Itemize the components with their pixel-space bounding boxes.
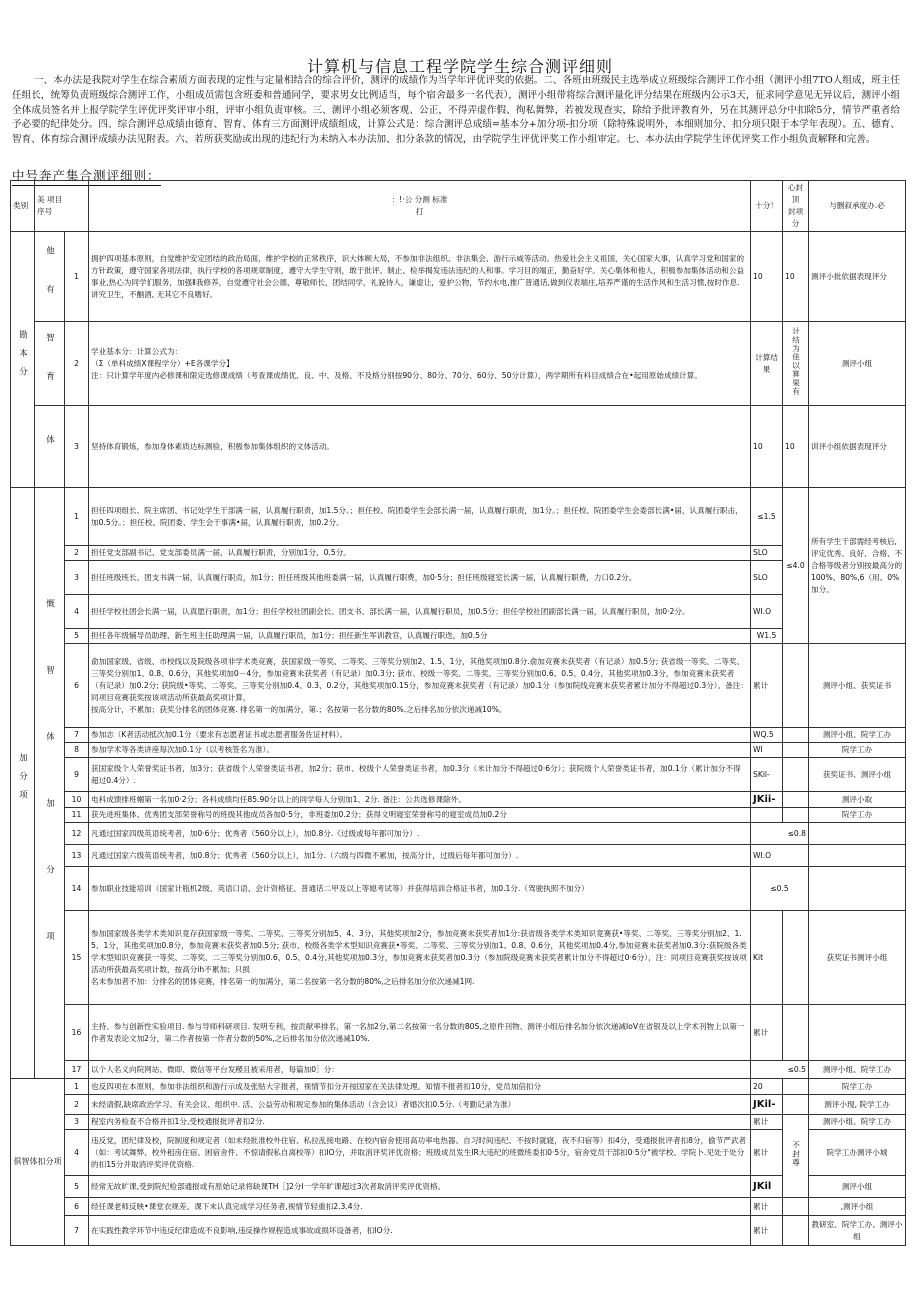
- table-row: [11, 644, 906, 728]
- table-row: [11, 845, 906, 867]
- section-minus: 俱智体扣分项: [11, 1079, 65, 1246]
- row-cap: [783, 728, 809, 743]
- row-seq: 4: [65, 1130, 89, 1176]
- row-standard: 参加职业技能培训（国家计瓶机2级、英语口语、会计资格征、普通话二甲及以上等媳考试等）并获得培训合格证书者，加0.1分.（驾驶执照不加分）: [89, 867, 751, 911]
- table-row: [11, 546, 906, 561]
- table-row: [11, 758, 906, 792]
- row-cap: [783, 792, 809, 808]
- row-standard: 获先进班集体、优秀团支部荣誉称号的班级其他成员各加0·5分，非班委加0.2分；获得文明寝室荣誉称号的寝室成员加0.2分: [89, 808, 751, 823]
- row-score: JKii-: [751, 792, 783, 808]
- header-item: 美 项目 序号: [35, 181, 89, 232]
- row-score: 累计: [751, 1198, 783, 1216]
- row-score: 计算结果: [751, 322, 783, 406]
- row-score: SKil-: [751, 758, 783, 792]
- row-standard: 以个人名义向院网站、微即、微信等平台发稷且被采用者，每篇加0］分：: [89, 1061, 751, 1079]
- minus-cap: 不封尊: [783, 1115, 809, 1198]
- header-standard: ：!·公 分测 标准 打: [89, 181, 751, 232]
- table-header-row: [11, 181, 906, 232]
- row-responsible: 测评小组、获奖证书: [809, 644, 906, 728]
- header-seq: 序号: [37, 207, 53, 216]
- row-seq: 6: [65, 644, 89, 728]
- row-seq: 3: [65, 561, 89, 595]
- table-row: [11, 1061, 906, 1079]
- row-score: Kit: [751, 911, 783, 1005]
- row-cap: [783, 758, 809, 792]
- header-responsible: 与删叙承度办.必: [809, 181, 906, 232]
- row-seq: 1: [65, 1079, 89, 1095]
- row-score: JKil-: [751, 1095, 783, 1115]
- table-row: [11, 561, 906, 595]
- row-standard: 主持、参与创新性实验项目. 参与导师科研项目. 发明专利，按贡献率排名，第一名加2分,第二名按第一名分数的80S,之原件刊物、测评小组后排名加分依次递减IoV在省银及以上学术刊物上以第一作者发表论文加2分，第二作者按第一作者分数的50%,之后排名加分依次递减10%.: [89, 1005, 751, 1061]
- row-seq: 14: [65, 867, 89, 911]
- row-standard: 担任各年级辅导员助理、新生班主任助理满一届，认真履行职员，加1分；担任新生军训教官，认真履行职迭，加0.5分: [89, 629, 751, 644]
- page-title: 计算机与信息工程学院学生综合测评细则: [306, 57, 613, 76]
- row-score: WI: [751, 743, 783, 758]
- header-score: 十分！: [751, 181, 783, 232]
- row-score: 累计: [751, 1216, 783, 1246]
- table-row: [11, 1095, 906, 1115]
- evaluation-table: [10, 180, 906, 1246]
- plus-responsible: 所有学生干部需经考核后,评定优秀、良好、合格、不合格等级者分别按最高分的100%、80%,6（用、0%加分。: [809, 488, 906, 644]
- section-basic: 勘本分: [11, 232, 35, 488]
- row-standard: 学业基本分：计算公式为： （Σ（单科成绩X课程学分）+E各课学分】 注：只计算学年度内必修课和限定选修课成绩（考查课成绩优、良、中、及格、不及格分别按90分、80分、70分、60分、50分计算），两学期所有科目成绩合在•起用原始成绩计算。: [89, 322, 751, 406]
- row-cap: 10: [783, 232, 809, 322]
- row-seq: 6: [65, 1198, 89, 1216]
- row-standard: 在实践性教学环节中违反纪律造成不良影响,违反操作规程造成事故或损坏设备者，扣IO分.: [89, 1216, 751, 1246]
- row-score: 10: [751, 232, 783, 322]
- row-standard: 凡通过国家四级英语统考者，加0·6分；优秀者（560分以上），加0.8分.《过级或每年都可加分）.: [89, 823, 751, 845]
- row-seq: 16: [65, 1005, 89, 1061]
- row-responsible: 测评小组、院学工办: [809, 1115, 906, 1130]
- section-subheading: 中号奔产集合测评细则：: [12, 166, 161, 186]
- item-moral: 他 有: [35, 232, 65, 322]
- row-responsible: 测评小组、院学工办: [809, 1061, 906, 1079]
- table-row: [11, 867, 906, 911]
- row-cap: [783, 1005, 809, 1061]
- row-responsible: 测评小组: [809, 322, 906, 406]
- row-responsible: 院学工办: [809, 743, 906, 758]
- row-cap: [783, 1198, 809, 1216]
- table-row: [11, 1115, 906, 1130]
- row-standard: 获国家级个人荣誉奖证书者，加3分；获省级个人荣誉类证书者，加2分；获市、校级个人荣誉类证书者，加0.3分（米计加分不得超过0·6分）；获院级个人荣誉类证书者，加0.1分（累计加分不得超过0.4分）.: [89, 758, 751, 792]
- table-row: [11, 406, 906, 488]
- row-seq: 5: [65, 1176, 89, 1198]
- table-row: [11, 1216, 906, 1246]
- row-seq: 3: [65, 1115, 89, 1130]
- row-standard: 担任学校社团会长满一届，认真愿行职责，加1分；担任学校社团副会长、团支书、部长满一届，认真履行职员，加0.5分；担任学校社团副部长满一届，认真履行职员，加0·2分。: [89, 595, 751, 629]
- row-responsible: 教研室、院学工办、测评小组: [809, 1216, 906, 1246]
- row-score: 20: [751, 1079, 783, 1095]
- row-standard: 电科成馈排班帼第一名加0·2分；各科成绩均任85.90分以上的同学每人分别加1、2分. 备注：公共选修课除外。: [89, 792, 751, 808]
- row-cap: [783, 808, 809, 823]
- row-score: ≤0.5: [751, 867, 809, 911]
- intro-paragraph: 一、本办法是我院对学生在综合素质方面表现的定性与定量相结合的综合评价，测评的成绩作为当学年评优评奖的依据。二、各班由班级民主选举成立班级综合测评工作小组（测评小组7TO人组成，班主任任组长，统筹负责班级综合测评工作，小组成员需包含班委和普通同学，要求男女比例适当，每个宿舍最多一名代表），测评小组带将综合测评量化评分结果在班级内公示3天，征求同学意见无异议后，测评小组全体成员签名并上报学院学生评优评奖评审小组，评审小组负责审核。三、测评小组必须客观、公正，不得弄虚作假、徇私舞弊，若被发现查实，除给予批评教育外，另在其测评总分中扣除5分，情节严重者给予必要的纪律处分。四、综合测评总成绩由德育、智育、体育三方面测评成绩组成，计算公式是：综合测评总成绩=基本分+加分项-扣分项（除特殊说明外，本细则加分、扣分项只限于本学年表现）。五、德育、智育、体育综合测评成绩办法见附表。六、若所获奖励或出现的违纪行为未纳入本办法加、扣分条款的情况，由学院学生评优评奖工作小组审定。七、本办法由学院学生评优评奖工作小组负责解释和完善。: [12, 75, 900, 146]
- row-score: ≤1.5: [751, 488, 783, 546]
- row-score: WI.O: [751, 845, 809, 867]
- table-row: [11, 595, 906, 629]
- row-responsible: 获奖证书、测评小组: [809, 758, 906, 792]
- table-row: [11, 322, 906, 406]
- row-seq: 13: [65, 845, 89, 867]
- row-cap: [783, 743, 809, 758]
- plus-cap: ≤4.0: [783, 488, 809, 644]
- row-cap: [783, 1079, 809, 1095]
- row-standard: 拥护四项基本原则，自觉维护安定团结的政治局面，维护学校的正常秩序，识大体顾大局，不参加非法组织、非法集会、游行示威等活动。热爱社会主义祖国，关心国家大事，认真学习党和国家的方针政策，遵守国家各项法律，执行学校的各项规章制度，遵守大学生守则，敢于批评、制止、检举揭发违法违纪的人和事。学习目的端正，勤奋好学。关心集体和他人，积极参加集体活动和公益事业,热心为同学们服务，加强Ⅱ我修养，自觉遵守社会公德，尊敬师长，团结同学，礼貌待人，谦虚让，爱护公物，节约水电,推广普通话,做到仪表端庄,培养严谨的生活作风和生活习惯,按时作息. 讲究卫生，不酗酒, 无其它不良嗜好。: [89, 232, 751, 322]
- row-responsible: 院学工办测评小城: [809, 1130, 906, 1176]
- table-row: [11, 1198, 906, 1216]
- row-responsible: 测评小批依据表现评分: [809, 232, 906, 322]
- row-seq: 17: [65, 1061, 89, 1079]
- header-standard2: 标准: [432, 195, 448, 204]
- row-seq: 11: [65, 808, 89, 823]
- row-responsible: 院学工办: [809, 1079, 906, 1095]
- row-standard: 担任党支部副书记、党支部委员满一届，认真履行职责，分别加1分、0.5分。: [89, 546, 751, 561]
- row-score: 10: [751, 406, 783, 488]
- row-score: WI.O: [751, 595, 783, 629]
- row-standard: 违反党，团纪律及校，院制度和规定者（如未羟批准校外住宿、私拉乱接电路、在校内宿舍使用高功率电热器、自习时间违纪、不按时就寝，夜不归宿等）扣4分，受通报批评者扣8分，偷节严武者（如：考试舞弊、校外租房住宿、困宿舍件、不惊请假私自离校等）扣IO分，并取消评奖评优资格；班级成员发生IR大违纪的班微班委扣0·5分，宿舍党员干部扣0·5分"被学校、学院卜.见处于处分的扣15分并取消评奖评优资格.: [89, 1130, 751, 1176]
- row-cap: [783, 1095, 809, 1115]
- row-seq: 3: [65, 406, 89, 488]
- section-plus-column: 慨 智 体 加 分 项: [35, 488, 65, 1079]
- row-standard: 参加国家级各类学术类知识竟存获国家级一等奖、二等奖、三等奖分别加5、4、3分，其他奖项加2分，参加竞赛未获奖者加1分:获省级各类学术类知识竟赛获•等奖、二等奖、三等奖分别加2、1.5、1分，其他奖项加0.8分，参加竞赛未获奖者加0.5分; 获市、校级各类学术型知识竞赛获•等奖、二等奖、三等奖分别加1、0.8、0.6分，其他奖项加0.4分,参加竞赛未获奖者加0.3分:获院级各类学术型知识竞赛获一等奖、二等奖、二三等奖分别加0.6、0.5、0.4分,其他奖项加0.3分，参加竞赛未获奖者加0.3分（参加院级竞赛未获奖者累计加分不得超过0·6分），注：同项目竞赛获奖按该项活动所获最高奖项计数，按高分ih不累加；只损 名未参加者不加：分排名的团体竞赛，排名第一的加满分，第二名按第一名分数的80%,之后排名加分依次递减1网.: [89, 911, 751, 1005]
- row-responsible: 测评小取: [809, 792, 906, 808]
- row-score: 累计: [751, 1130, 783, 1176]
- section-plus: 加分项: [11, 488, 35, 1079]
- row-standard: 凡通过国家六级英语统考者，加0.8分；优秀者（560分以上），加1分.（六级与四微不累加，按高分计，过级后每年都可加分）.: [89, 845, 751, 867]
- row-standard: 参加学术等各类讲座每次加0.1分（以考核签名为准）。: [89, 743, 751, 758]
- row-responsible: [809, 845, 906, 867]
- row-score: WQ.5: [751, 728, 783, 743]
- row-standard: 未经请假,缺席政治学习、有关会议、组织中. 活、公益劳动和规定参加的集体活动（含会议）者婚次扣0.5分.（考勤记录为准）: [89, 1095, 751, 1115]
- row-score: SLO: [751, 561, 783, 595]
- row-seq: 4: [65, 595, 89, 629]
- row-standard: 经任课老师反映•课堂衣规差、课下未认真完成学习任务者,视情节轻重扣2.3.4分.: [89, 1198, 751, 1216]
- row-seq: 2: [65, 546, 89, 561]
- row-responsible: 测评小组、院学工办: [809, 728, 906, 743]
- row-cap: 计结为佳以算果有: [783, 322, 809, 406]
- row-seq: 2: [65, 1095, 89, 1115]
- row-standard: 担任班级班长、团支书满一届，认真履行职贞，加1分；担任班级其他班委满一届，认真履行职费，加0·5分；担任班级寝室长满一届，认真履行职费，力口0.2分。: [89, 561, 751, 595]
- table-row: [11, 823, 906, 845]
- table-row: [11, 1130, 906, 1176]
- row-cap: 10: [783, 406, 809, 488]
- row-score: [751, 808, 783, 823]
- table-row: [11, 808, 906, 823]
- header-standard3: 打: [415, 207, 424, 216]
- table-row: [11, 792, 906, 808]
- row-seq: 1: [65, 232, 89, 322]
- table-row: [11, 728, 906, 743]
- row-responsible: 获奖证书测评小组: [809, 911, 906, 1005]
- row-seq: 15: [65, 911, 89, 1005]
- row-cap: [783, 1216, 809, 1246]
- row-seq: 9: [65, 758, 89, 792]
- row-cap: [783, 911, 809, 1005]
- row-seq: 7: [65, 728, 89, 743]
- row-seq: 5: [65, 629, 89, 644]
- row-score: ≤0.8: [751, 823, 809, 845]
- table-row: [11, 1176, 906, 1198]
- row-responsible: [809, 867, 906, 911]
- row-responsible: 测评小现, 院学工办: [809, 1095, 906, 1115]
- row-standard: 也反四项在本原则，参加非法组织和游行示成及张贴大字报者，视情节扣分开按国家在关法律处理。知情不报者扣10分，党员加倍扣分: [89, 1079, 751, 1095]
- header-cap2: 封项分: [787, 207, 804, 228]
- table-row: [11, 1079, 906, 1095]
- row-standard: 坚持体育锻炼，参加身体素质达标测验，积极参加集体组织的文体活动。: [89, 406, 751, 488]
- row-score: 累计: [751, 1115, 783, 1130]
- row-cap: [783, 644, 809, 728]
- row-score: SLO: [751, 546, 783, 561]
- row-responsible: 院学工办: [809, 808, 906, 823]
- row-standard: 参加志（K者活动抵次加0.1分（要求有志愿者证书或志愿者服务佐证材料）。: [89, 728, 751, 743]
- row-responsible: 测评小组: [809, 1176, 906, 1198]
- table-row: [11, 629, 906, 644]
- table-row: [11, 743, 906, 758]
- table-row: [11, 911, 906, 1005]
- row-standard: 俞加国家级、省级、市校线以及院级各项非学术类竞赛，获国家级一等奖、二等奖、三等奖分别加2、1.5、1分，其他奖项加0.8分.俞加竞赛未获奖者（有记录）加0.5分; 获省级一等奖、二等奖、三等奖分别加1、0.8、0.6分，其他奖项加0－4分，参加竞赛未获奖者（有记录）加0.3分; 获市、校级一等奖、二等奖、三等奖分别加0.6、0.5、0.4分，其他奖项加0.3分，参加竞赛未获奖者（有记录）加0.2分; 获院级•等奖、二等奖、三等奖分别加0.4、0.3、0.2分，其他奖项加0.15分，参加竞赛未获奖者（有记录）加0.1分（参加院线竞赛未获奖者累计加分不得超过0.3分）。备注：同项目竞赛获奖按该项活动所获最高奖项计算， 按高分计，不累加；获奖分排名的团体竞赛. 排名第一的加满分，第.；名按第一名分数的80%.之后排名加分依次递减10%。: [89, 644, 751, 728]
- item-intellect: 智 育: [35, 322, 65, 406]
- row-responsible: [809, 823, 906, 845]
- row-seq: 8: [65, 743, 89, 758]
- row-score: W1.5: [751, 629, 783, 644]
- row-seq: 1: [65, 488, 89, 546]
- row-seq: 10: [65, 792, 89, 808]
- row-responsible: [809, 1005, 906, 1061]
- row-responsible: 训评小组依据表现评分: [809, 406, 906, 488]
- row-seq: 2: [65, 322, 89, 406]
- header-cap: 心封顶 封项分: [783, 181, 809, 232]
- header-category: 类别: [11, 181, 35, 232]
- table-row: [11, 488, 906, 546]
- row-standard: 经常无故旷课,受到院纪检部通报或有原始记录将缺课TH［]2分I一学年旷课超过3次者取消评奖评优资格。: [89, 1176, 751, 1198]
- table-row: [11, 1005, 906, 1061]
- row-score: 累计: [751, 1005, 783, 1061]
- row-responsible: ,测评小组: [809, 1198, 906, 1216]
- table-row: [11, 232, 906, 322]
- row-standard: 担任四项组长、院主席团、书记处学生干部满一届，认真履行职责，加1.5分。；担任校、院团委学生会部长满一届，认真履行职责，加1分。；担任校、院团委学生会委部长满•届，认真履行职击，加0.5分。；担任校、院团委、学生会干事满•届，认真履行职责，加0.2分。: [89, 488, 751, 546]
- row-seq: 12: [65, 823, 89, 845]
- row-standard: 程室内务检查不合格并扣1分,受校通报批评者扣2分.: [89, 1115, 751, 1130]
- row-score: JKil: [751, 1176, 783, 1198]
- item-physical: 体: [35, 406, 65, 488]
- row-seq: 7: [65, 1216, 89, 1246]
- row-score: ≤0.5: [751, 1061, 809, 1079]
- row-score: 累计: [751, 644, 783, 728]
